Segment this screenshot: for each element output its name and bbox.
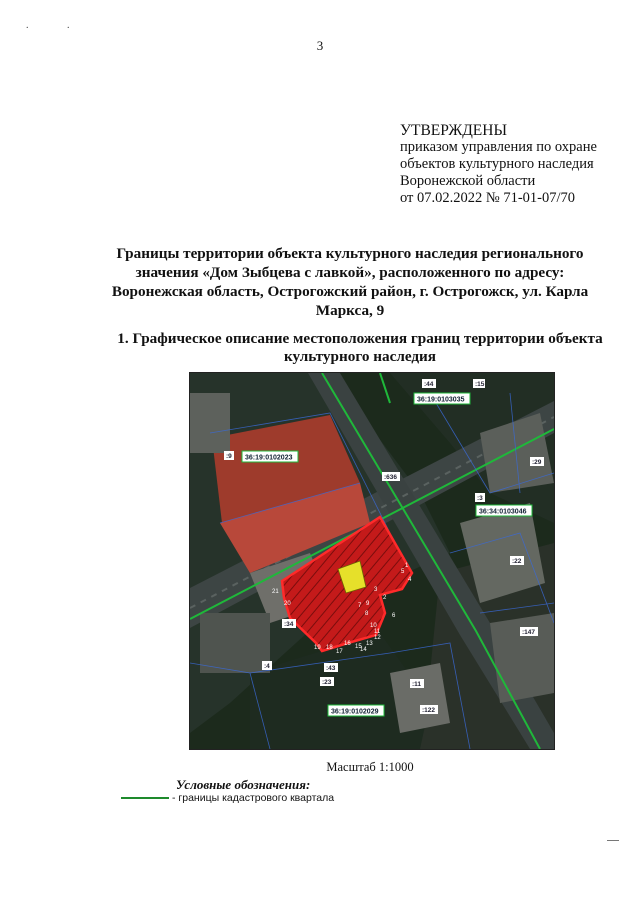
parcel-label — [422, 379, 436, 388]
section-line: культурного наследия — [283, 348, 437, 365]
svg-text:36:19:0103035: 36:19:0103035 — [417, 396, 465, 404]
svg-text::22: :22 — [512, 558, 522, 565]
svg-text:1: 1 — [405, 563, 409, 569]
svg-text:10: 10 — [370, 623, 377, 629]
svg-text::147: :147 — [522, 629, 536, 636]
parcel-label — [262, 661, 272, 670]
approval-line: от 07.02.2022 № 71-01-07/70 — [400, 190, 576, 206]
svg-text:13: 13 — [366, 641, 373, 647]
parcel-label — [224, 451, 234, 460]
svg-text::43: :43 — [326, 665, 336, 672]
svg-text:18: 18 — [326, 645, 333, 651]
scan-mark — [607, 840, 619, 841]
svg-text:17: 17 — [336, 649, 343, 655]
page-number: 3 — [316, 38, 324, 53]
svg-text:11: 11 — [374, 629, 381, 635]
svg-text:5: 5 — [401, 569, 405, 575]
svg-text::122: :122 — [422, 707, 436, 714]
parcel-label — [530, 457, 544, 466]
title-line: Маркса, 9 — [315, 302, 385, 319]
svg-text:6: 6 — [392, 613, 396, 619]
svg-text:9: 9 — [366, 601, 370, 607]
svg-text:15: 15 — [355, 644, 362, 650]
svg-text:4: 4 — [408, 577, 412, 583]
parcel-label — [282, 619, 296, 628]
svg-text:36:34:0103046: 36:34:0103046 — [479, 508, 527, 516]
title-line: значения «Дом Зыбцева с лавкой», расположенного по адресу: — [135, 264, 565, 281]
document-title — [100, 244, 600, 320]
svg-text::34: :34 — [284, 621, 294, 628]
parcel-label — [475, 493, 485, 502]
approval-heading: УТВЕРЖДЕНЫ — [400, 122, 507, 139]
parcel-label — [510, 556, 524, 565]
svg-text:21: 21 — [272, 589, 279, 595]
approval-line: приказом управления по охране — [400, 139, 597, 155]
title-line: Воронежская область, Острогожский район, г. Острогожск, ул. Карла — [111, 283, 589, 300]
svg-text::4: :4 — [264, 663, 270, 670]
parcel-label — [520, 627, 538, 636]
parcel-label — [473, 379, 485, 388]
parcel-label — [420, 705, 438, 714]
legend-item-label: - границы кадастрового квартала — [172, 792, 335, 804]
svg-text::636: :636 — [384, 474, 398, 481]
section-line: 1. Графическое описание местоположения границ территории объекта — [117, 330, 603, 347]
svg-text:3: 3 — [374, 587, 378, 593]
site-map — [189, 372, 555, 750]
svg-text:36:19:0102023: 36:19:0102023 — [245, 454, 293, 462]
svg-text:7: 7 — [358, 603, 362, 609]
quarter-label — [328, 705, 384, 716]
svg-text::11: :11 — [412, 681, 422, 688]
legend-swatch-quarter-boundary — [121, 797, 169, 799]
svg-text:16: 16 — [344, 641, 351, 647]
title-line: Границы территории объекта культурного наследия регионального — [116, 245, 584, 262]
approval-line: Воронежской области — [400, 173, 536, 189]
quarter-label — [476, 505, 532, 516]
parcel-label — [320, 677, 334, 686]
parcel-label — [382, 472, 400, 481]
svg-text::44: :44 — [424, 381, 434, 388]
svg-text::15: :15 — [475, 381, 485, 388]
satellite-map — [190, 373, 554, 749]
quarter-label — [414, 393, 470, 404]
svg-text:20: 20 — [284, 601, 291, 607]
approval-line: объектов культурного наследия — [400, 156, 594, 172]
corner-dots: . . — [26, 20, 88, 31]
quarter-label — [242, 451, 298, 462]
approval-block — [400, 122, 597, 207]
svg-text:19: 19 — [314, 645, 321, 651]
svg-text::23: :23 — [322, 679, 332, 686]
parcel-label — [324, 663, 338, 672]
svg-text:2: 2 — [383, 595, 387, 601]
svg-text:8: 8 — [365, 611, 369, 617]
svg-text:36:19:0102029: 36:19:0102029 — [331, 708, 379, 716]
svg-text:14: 14 — [360, 647, 367, 653]
svg-text::29: :29 — [532, 459, 542, 466]
parcel-label — [410, 679, 424, 688]
svg-text::3: :3 — [477, 495, 483, 502]
svg-text::9: :9 — [226, 453, 232, 460]
section-heading — [100, 330, 620, 366]
svg-text:12: 12 — [374, 635, 381, 641]
legend-title: Условные обозначения: — [176, 777, 311, 792]
map-scale: Масштаб 1:1000 — [326, 760, 414, 774]
